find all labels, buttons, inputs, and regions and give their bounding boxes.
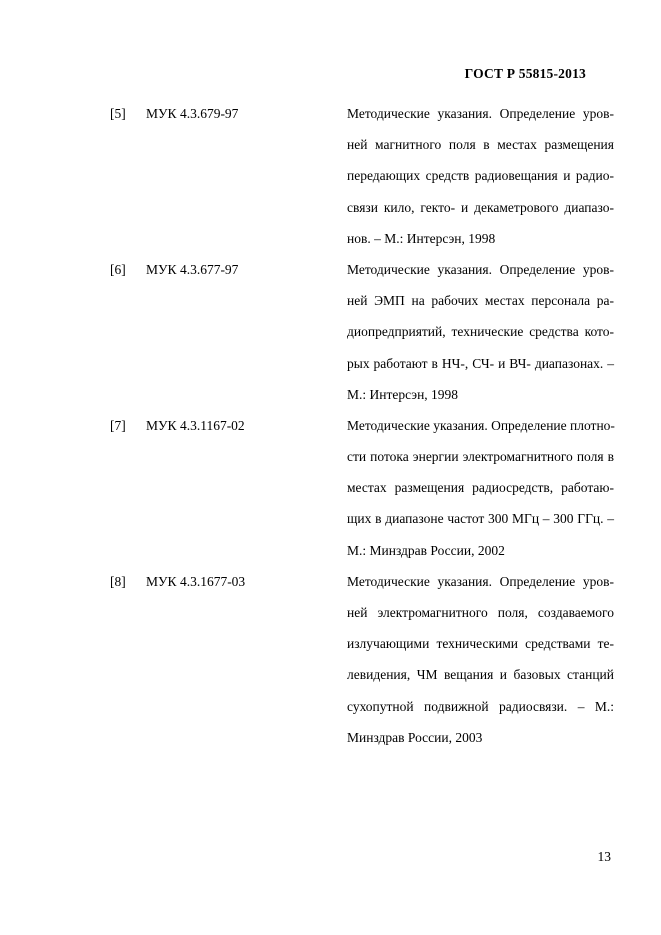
document-standard-header: ГОСТ Р 55815-2013: [464, 66, 586, 81]
reference-description: [347, 98, 614, 254]
reference-code: МУК 4.3.679-97: [146, 106, 239, 121]
reference-code: МУК 4.3.677-97: [146, 261, 239, 277]
reference-description-line: М.: Интерсэн, 1998: [347, 386, 459, 402]
reference-description-line: ней электромагнитного поля, создаваемого: [347, 605, 614, 620]
reference-description-line: сти потока энергии электромагнитного поля в: [347, 449, 614, 465]
reference-description-line: левидения, ЧМ вещания и базовых станций: [347, 667, 614, 683]
reference-description-line: рых работают в НЧ-, СЧ- и ВЧ- диапазонах. –: [347, 355, 614, 371]
reference-description-line: Методические указания. Определение плотно-: [347, 417, 615, 433]
reference-number: [7]: [110, 417, 126, 433]
reference-item-8: [0, 566, 661, 753]
reference-description: [347, 410, 614, 566]
reference-description-line: ней магнитного поля в местах размещения: [347, 137, 614, 153]
reference-description-line: М.: Минздрав России, 2002: [347, 542, 505, 558]
reference-description-line: диопредприятий, технические средства кото-: [347, 324, 614, 340]
reference-number: [5]: [110, 106, 126, 121]
reference-list: [0, 98, 661, 753]
reference-description-line: сухопутной подвижной радиосвязи. – М.:: [347, 698, 614, 714]
reference-description-line: передающих средств радиовещания и радио-: [347, 168, 614, 184]
reference-description-line: ней ЭМП на рабочих местах персонала ра-: [347, 293, 614, 309]
reference-description-line: Минздрав России, 2003: [347, 729, 483, 745]
reference-item-5: [0, 98, 661, 254]
reference-description-line: Методические указания. Определение уров-: [347, 573, 614, 589]
reference-number: [8]: [110, 573, 126, 589]
reference-item-7: [0, 410, 661, 566]
reference-code: МУК 4.3.1167-02: [146, 417, 245, 433]
reference-description-line: нов. – М.: Интерсэн, 1998: [347, 230, 496, 246]
reference-description-line: местах размещения радиосредств, работаю-: [347, 480, 614, 496]
reference-code: МУК 4.3.1677-03: [146, 573, 246, 589]
reference-description-line: связи кило, гекто- и декаметрового диапазо-: [347, 199, 614, 215]
reference-description: [347, 566, 614, 753]
reference-number: [6]: [110, 261, 126, 277]
page-number: 13: [597, 849, 611, 864]
reference-description-line: Методические указания. Определение уров-: [347, 261, 614, 277]
reference-description-line: излучающими техническими средствами те-: [347, 636, 614, 652]
reference-item-6: [0, 254, 661, 410]
reference-description-line: щих в диапазоне частот 300 МГц – 300 ГГц. –: [347, 511, 614, 527]
reference-description-line: Методические указания. Определение уров-: [347, 106, 614, 121]
reference-description: [347, 254, 614, 410]
